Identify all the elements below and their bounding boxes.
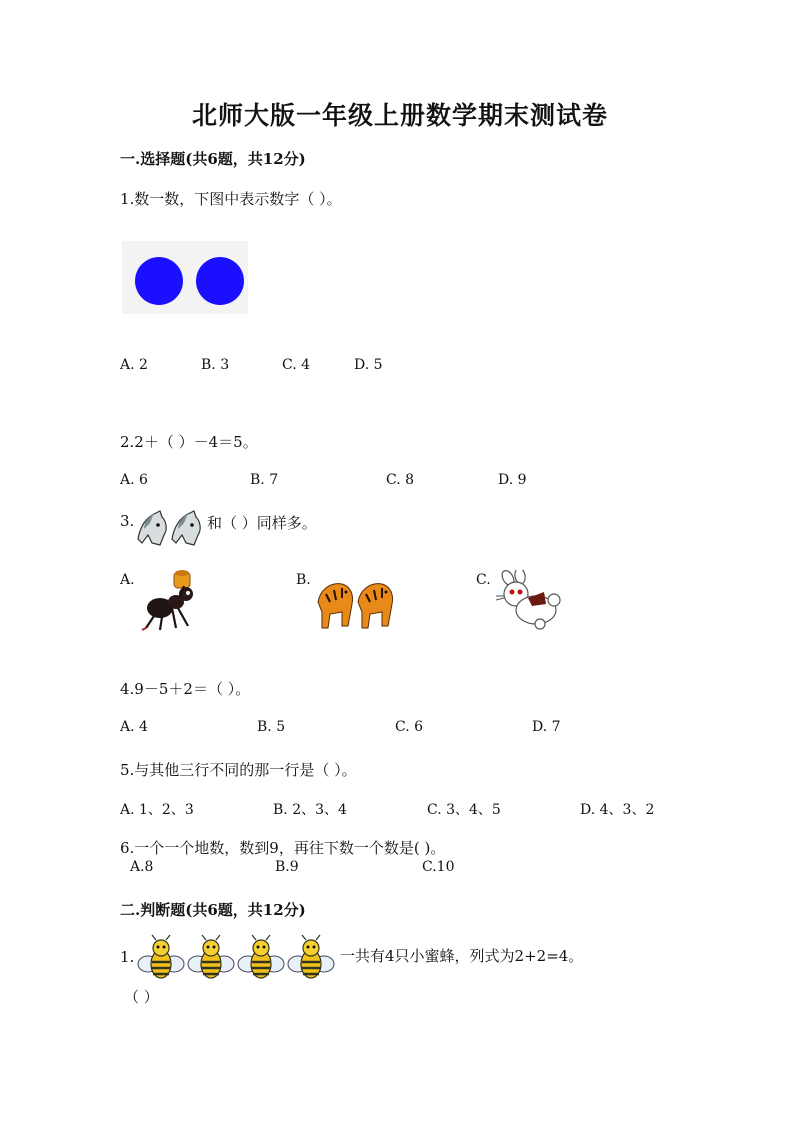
question-2-text: 2.2＋（ ）－4＝5。 [120, 433, 258, 451]
q2-option-b: B. 7 [250, 472, 279, 488]
section-heading-choice: 一.选择题(共6题，共12分) [120, 150, 306, 168]
q3-option-c-label: C. [476, 572, 491, 588]
q1-option-b: B. 3 [201, 357, 230, 373]
q1-option-d: D. 5 [354, 357, 383, 373]
q5-option-b: B. 2、3、4 [273, 802, 347, 818]
q1-option-c: C. 4 [282, 357, 311, 373]
question-4-text: 4.9－5＋2＝（ ）。 [120, 680, 251, 698]
ant-with-jar-image [140, 568, 206, 634]
q4-option-b: B. 5 [257, 719, 286, 735]
page-title: 北师大版一年级上册数学期末测试卷 [191, 101, 608, 130]
q5-option-a: A. 1、2、3 [120, 802, 194, 818]
two-horses-image [134, 509, 206, 549]
q5-option-c: C. 3、4、5 [427, 802, 501, 818]
question-3-text: 和（ ）同样多。 [207, 514, 317, 532]
judgement-1-answer-blank: （ ） [124, 988, 159, 1006]
four-bees-image [136, 934, 340, 984]
judgement-1-text: 一共有4只小蜜蜂，列式为2+2=4。 [340, 947, 584, 965]
two-dots-image [122, 241, 248, 314]
q2-option-d: D. 9 [498, 472, 527, 488]
question-6-text: 6.一个一个地数，数到9，再往下数一个数是( )。 [120, 839, 446, 857]
q2-option-c: C. 8 [386, 472, 415, 488]
q2-option-a: A. 6 [120, 472, 148, 488]
q3-option-b-label: B. [296, 572, 311, 588]
q6-option-c: C.10 [422, 859, 455, 875]
q3-option-a-label: A. [120, 572, 135, 588]
q4-option-c: C. 6 [395, 719, 424, 735]
q4-option-d: D. 7 [532, 719, 561, 735]
question-5-text: 5.与其他三行不同的那一行是（ ）。 [120, 761, 357, 779]
question-1-text: 1.数一数，下图中表示数字（ ）。 [120, 190, 342, 208]
q6-option-b: B.9 [275, 859, 299, 875]
q1-option-a: A. 2 [120, 357, 148, 373]
question-3-number: 3. [120, 512, 135, 530]
q6-option-a: A.8 [130, 859, 154, 875]
q5-option-d: D. 4、3、2 [580, 802, 655, 818]
two-tigers-image [312, 572, 402, 634]
section-heading-judgement: 二.判断题(共6题，共12分) [120, 901, 306, 919]
q4-option-a: A. 4 [120, 719, 148, 735]
rabbit-image [494, 570, 564, 632]
judgement-1-number: 1. [120, 948, 135, 966]
